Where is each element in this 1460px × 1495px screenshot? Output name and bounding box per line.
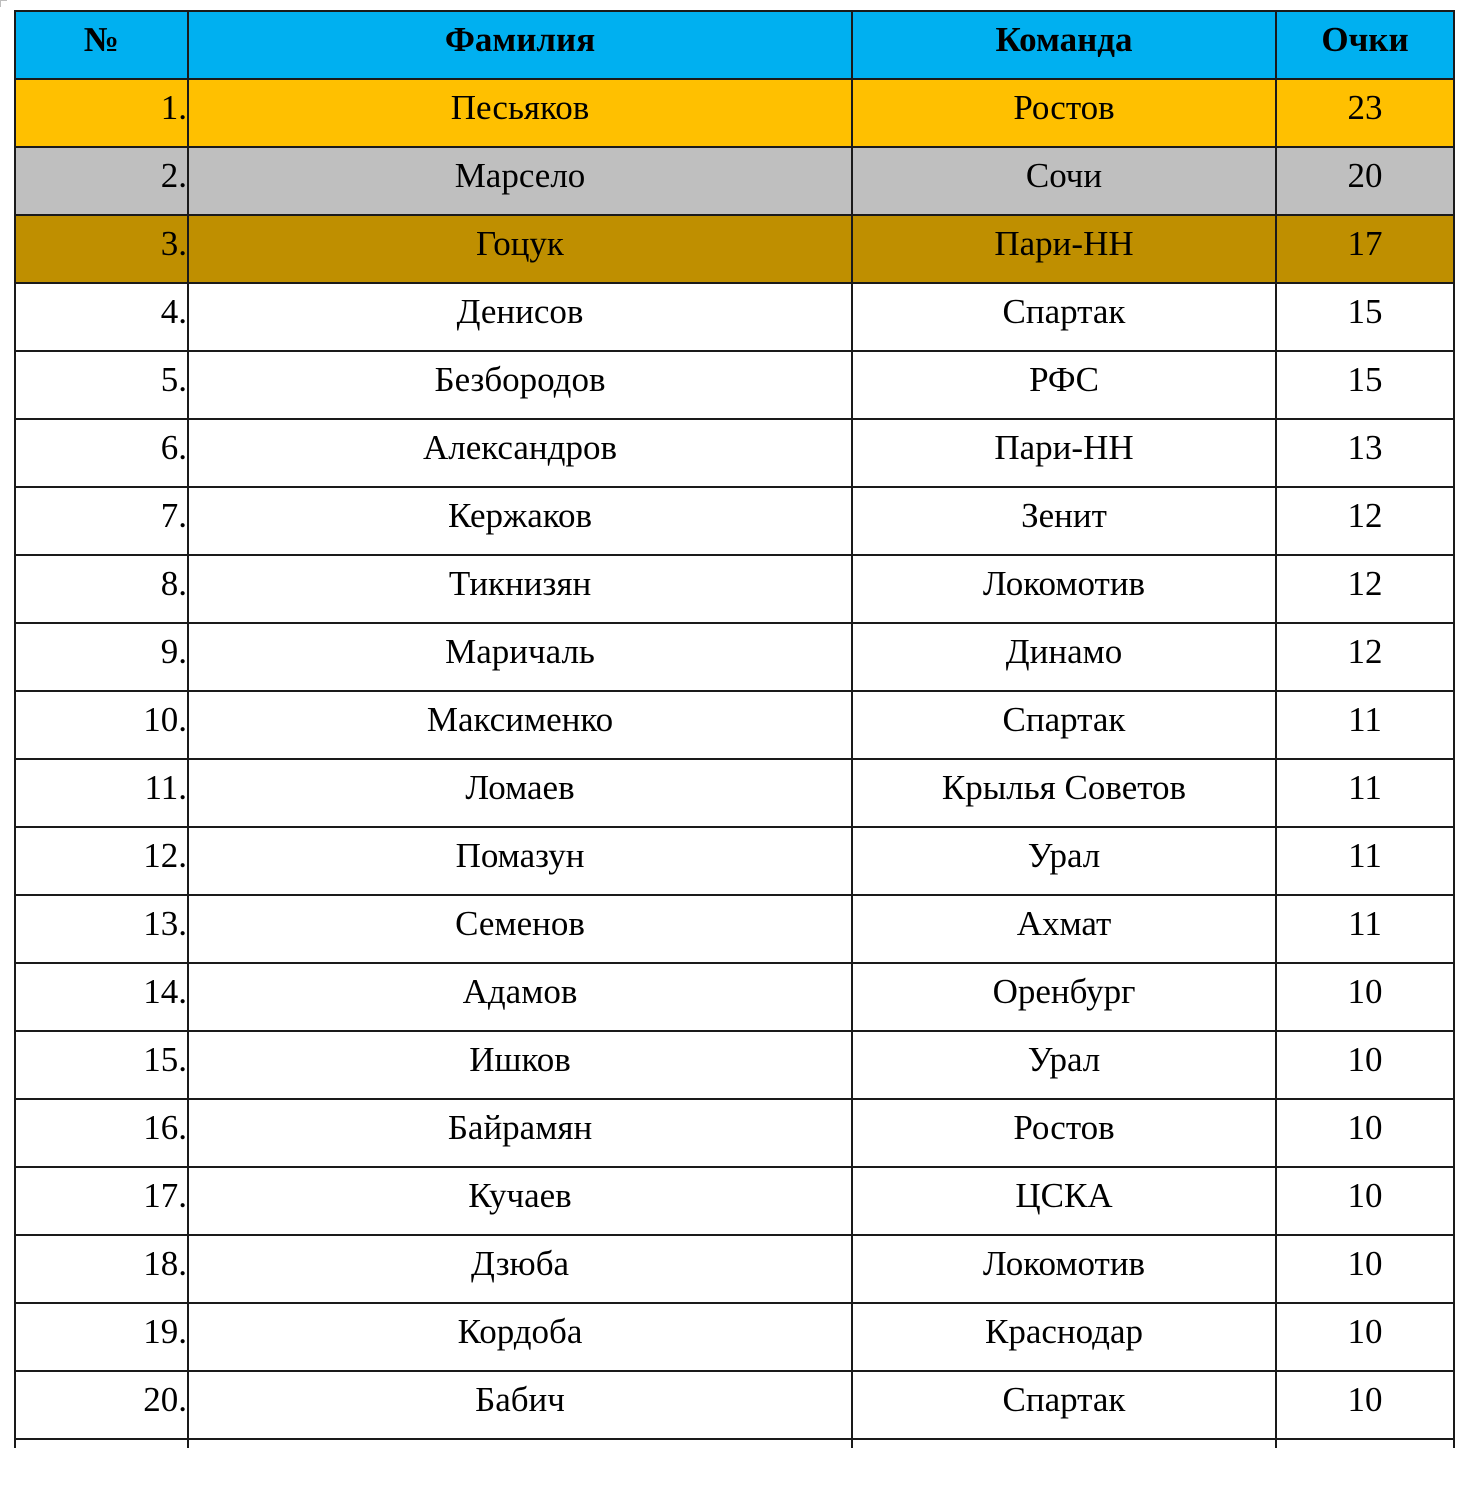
table-row [15,895,1454,963]
row-number: 4. [15,283,188,351]
row-number: 1. [15,79,188,147]
row-team: Локомотив [852,555,1276,623]
document-corner-mark [0,0,7,7]
table-row [15,283,1454,351]
row-points: 10 [1276,963,1454,1031]
row-surname: Дзюба [188,1235,852,1303]
row-points: 17 [1276,215,1454,283]
table-row [15,147,1454,215]
row-number: 12. [15,827,188,895]
row-number: 8. [15,555,188,623]
table-body [15,79,1454,1448]
row-number: 18. [15,1235,188,1303]
row-points: 10 [1276,1099,1454,1167]
row-team: Ростов [852,79,1276,147]
row-points: 11 [1276,691,1454,759]
row-surname: Помазун [188,827,852,895]
row-surname: Максименко [188,691,852,759]
table-row [15,419,1454,487]
header-row [15,11,1454,79]
row-surname: Денисов [188,283,852,351]
row-team: Зенит [852,487,1276,555]
table-row [15,351,1454,419]
header-team: Команда [852,11,1276,79]
row-surname: Александров [188,419,852,487]
row-points: 12 [1276,555,1454,623]
row-team: Оренбург [852,963,1276,1031]
row-surname: Ишков [188,1031,852,1099]
row-number: 15. [15,1031,188,1099]
standings-table [14,10,1455,1448]
row-surname: Кержаков [188,487,852,555]
table-row [15,1235,1454,1303]
row-number: 17. [15,1167,188,1235]
row-number: 16. [15,1099,188,1167]
row-points: 10 [1276,1031,1454,1099]
row-surname: Бабич [188,1371,852,1439]
table-row [15,623,1454,691]
row-points: 12 [1276,487,1454,555]
row-number: 11. [15,759,188,827]
row-number: 9. [15,623,188,691]
header-number: № [15,11,188,79]
empty-cell [188,1439,852,1448]
row-surname: Гоцук [188,215,852,283]
table-row [15,555,1454,623]
row-team: Пари-НН [852,419,1276,487]
header-surname: Фамилия [188,11,852,79]
row-team: Краснодар [852,1303,1276,1371]
table-row [15,827,1454,895]
row-surname: Кучаев [188,1167,852,1235]
row-number: 14. [15,963,188,1031]
table-row [15,759,1454,827]
row-team: Динамо [852,623,1276,691]
row-surname: Адамов [188,963,852,1031]
row-points: 12 [1276,623,1454,691]
table-row [15,1371,1454,1439]
row-number: 19. [15,1303,188,1371]
row-points: 15 [1276,283,1454,351]
row-surname: Песьяков [188,79,852,147]
row-points: 11 [1276,827,1454,895]
row-team: Пари-НН [852,215,1276,283]
header-points: Очки [1276,11,1454,79]
row-points: 13 [1276,419,1454,487]
row-team: Урал [852,1031,1276,1099]
row-number: 10. [15,691,188,759]
row-points: 10 [1276,1167,1454,1235]
table-row [15,1031,1454,1099]
row-team: Ахмат [852,895,1276,963]
table-row [15,963,1454,1031]
row-surname: Безбородов [188,351,852,419]
row-surname: Семенов [188,895,852,963]
row-points: 11 [1276,759,1454,827]
table-row [15,79,1454,147]
table-row [15,215,1454,283]
row-team: Спартак [852,1371,1276,1439]
row-number: 7. [15,487,188,555]
row-team: Ростов [852,1099,1276,1167]
row-surname: Тикнизян [188,555,852,623]
row-surname: Маричаль [188,623,852,691]
row-number: 20. [15,1371,188,1439]
row-team: Спартак [852,283,1276,351]
row-number: 2. [15,147,188,215]
row-surname: Байрамян [188,1099,852,1167]
table-row [15,1167,1454,1235]
empty-cell [852,1439,1276,1448]
row-team: Спартак [852,691,1276,759]
empty-cell [15,1439,188,1448]
row-points: 20 [1276,147,1454,215]
table-row [15,1099,1454,1167]
row-surname: Кордоба [188,1303,852,1371]
table-row [15,691,1454,759]
row-points: 10 [1276,1371,1454,1439]
row-points: 23 [1276,79,1454,147]
table-row [15,1303,1454,1371]
empty-cell [1276,1439,1454,1448]
row-points: 15 [1276,351,1454,419]
row-surname: Ломаев [188,759,852,827]
row-team: РФС [852,351,1276,419]
row-points: 10 [1276,1303,1454,1371]
row-team: Сочи [852,147,1276,215]
row-number: 6. [15,419,188,487]
table-row [15,487,1454,555]
row-number: 5. [15,351,188,419]
row-number: 13. [15,895,188,963]
row-team: Урал [852,827,1276,895]
row-number: 3. [15,215,188,283]
row-points: 11 [1276,895,1454,963]
table-row-partial [15,1439,1454,1448]
row-team: Локомотив [852,1235,1276,1303]
row-points: 10 [1276,1235,1454,1303]
row-team: Крылья Советов [852,759,1276,827]
row-team: ЦСКА [852,1167,1276,1235]
row-surname: Марсело [188,147,852,215]
